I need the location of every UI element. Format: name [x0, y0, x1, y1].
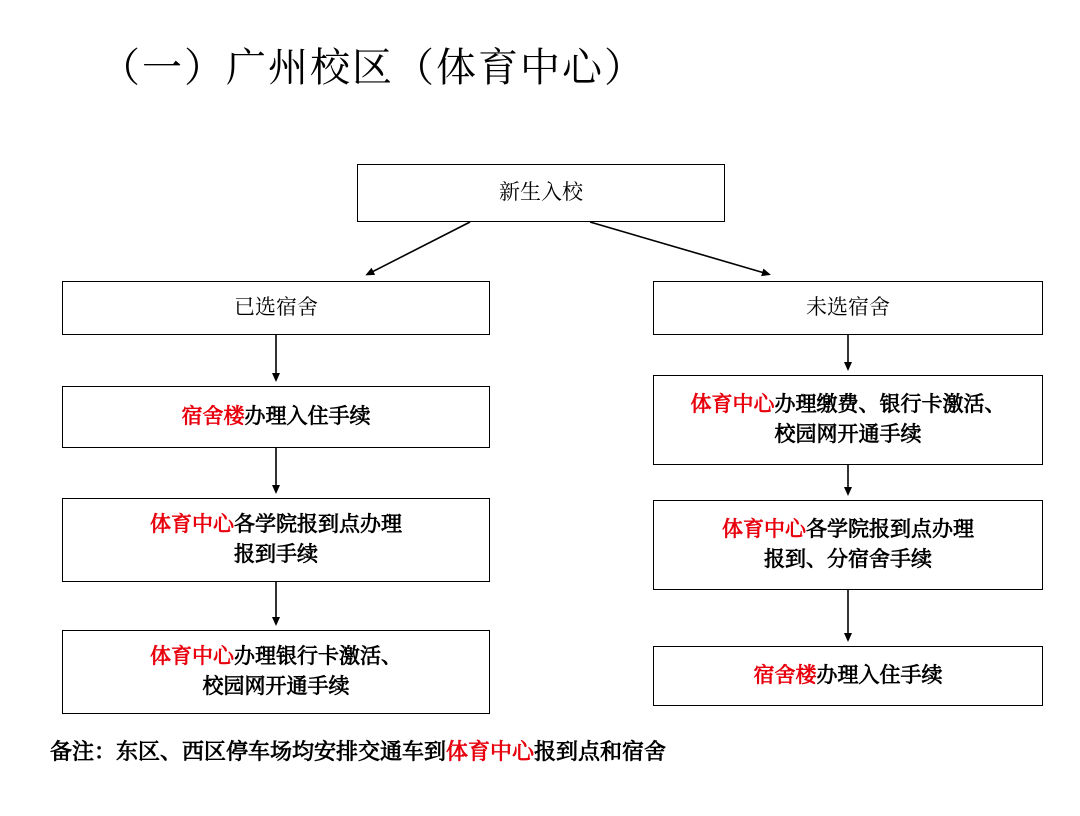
node-right-no-dorm — [653, 281, 1043, 335]
node-plain-text: 报到手续 — [234, 542, 318, 566]
node-line — [691, 390, 1006, 420]
node-right-payment — [653, 375, 1043, 465]
node-line — [234, 293, 318, 323]
node-plain-text: 办理入住手续 — [816, 663, 943, 688]
node-plain-text: 办理入住手续 — [244, 404, 371, 429]
node-left-report — [62, 498, 490, 582]
note-suffix: 报到点和宿舍 — [534, 739, 667, 764]
node-highlight-text: 宿舍楼 — [753, 663, 817, 688]
node-line — [150, 642, 402, 672]
node-plain-text: 校园网开通手续 — [202, 674, 350, 698]
node-plain-text: 办理缴费、银行卡激活、 — [774, 392, 1006, 417]
note-prefix: 备注：东区、西区停车场均安排交通车到 — [50, 739, 447, 764]
node-plain-text: 已选宿舍 — [234, 295, 318, 320]
node-start — [357, 164, 725, 222]
node-plain-text: 办理银行卡激活、 — [234, 644, 402, 669]
node-highlight-text: 体育中心 — [150, 644, 234, 669]
note-highlight: 体育中心 — [446, 739, 535, 764]
node-left-checkin — [62, 386, 490, 448]
node-plain-text: 各学院报到点办理 — [234, 512, 402, 537]
node-line — [722, 515, 974, 545]
node-right-report — [653, 500, 1043, 590]
node-plain-text: 报到、分宿舍手续 — [764, 547, 932, 571]
page-title: （一）广州校区（体育中心） — [100, 45, 646, 90]
note-text — [50, 735, 666, 766]
node-highlight-text: 体育中心 — [690, 392, 775, 417]
node-left-selected-dorm — [62, 281, 490, 335]
node-right-checkin — [653, 646, 1043, 706]
node-plain-text: 各学院报到点办理 — [806, 517, 974, 542]
node-line — [754, 661, 943, 691]
node-highlight-text: 体育中心 — [150, 512, 234, 537]
node-line — [150, 510, 402, 540]
node-line — [806, 293, 890, 323]
node-text: 新生入校 — [499, 180, 583, 205]
node-left-bankcard — [62, 630, 490, 714]
node-plain-text: 校园网开通手续 — [774, 422, 922, 446]
node-plain-text: 未选宿舍 — [806, 295, 890, 320]
node-highlight-text: 体育中心 — [722, 517, 806, 542]
node-highlight-text: 宿舍楼 — [181, 404, 245, 429]
node-line — [182, 402, 371, 432]
